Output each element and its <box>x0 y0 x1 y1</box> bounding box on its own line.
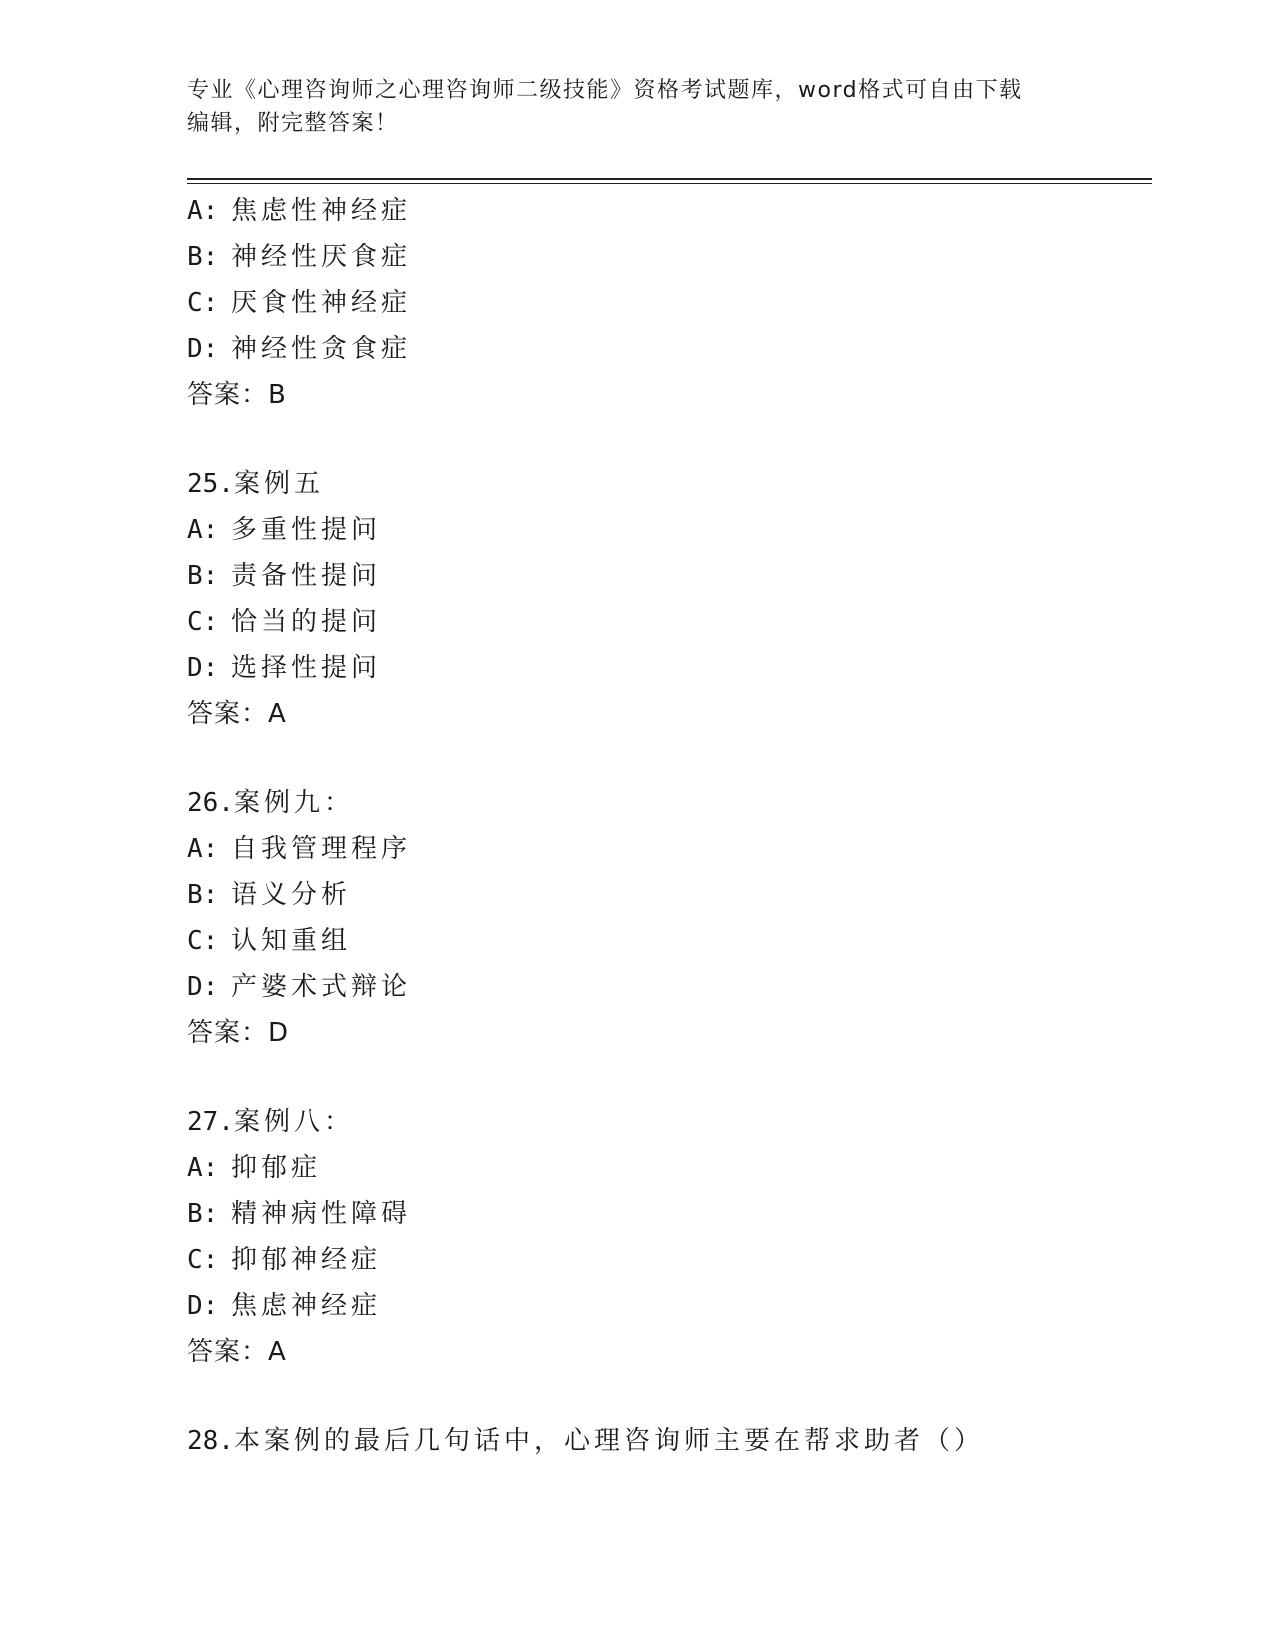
question-stem <box>187 1418 1147 1464</box>
option-letter: C: <box>187 607 219 637</box>
option-text: 认知重组 <box>231 926 352 956</box>
option-letter: A: <box>187 1153 219 1183</box>
option-d <box>187 645 1147 691</box>
question-28 <box>187 1418 1147 1464</box>
option-letter: C: <box>187 1245 219 1275</box>
question-stem <box>187 1099 1147 1145</box>
option-text: 选择性提问 <box>231 653 382 683</box>
option-d <box>187 326 1147 372</box>
option-d <box>187 1283 1147 1329</box>
option-text: 焦虑性神经症 <box>231 196 412 226</box>
option-letter: B: <box>187 880 219 910</box>
question-list <box>187 188 1147 1464</box>
option-letter: B: <box>187 561 219 591</box>
question-text: 案例九： <box>233 788 354 818</box>
option-letter: D: <box>187 972 219 1002</box>
question-24 <box>187 188 1147 418</box>
option-a <box>187 1145 1147 1191</box>
option-letter: D: <box>187 653 219 683</box>
option-a <box>187 507 1147 553</box>
answer-line: 答案：B <box>187 380 287 410</box>
option-d <box>187 964 1147 1010</box>
question-26 <box>187 780 1147 1056</box>
option-c <box>187 599 1147 645</box>
option-text: 语义分析 <box>231 880 352 910</box>
option-b <box>187 234 1147 280</box>
option-letter: A: <box>187 196 219 226</box>
question-text: 案例八： <box>233 1107 354 1137</box>
option-letter: A: <box>187 834 219 864</box>
answer-line: 答案：A <box>187 1337 287 1367</box>
question-number: 26. <box>187 788 234 818</box>
option-text: 神经性厌食症 <box>231 242 412 272</box>
question-stem <box>187 461 1147 507</box>
question-text: 案例五 <box>233 469 324 499</box>
question-number: 25. <box>187 469 234 499</box>
option-text: 多重性提问 <box>231 515 382 545</box>
question-stem <box>187 780 1147 826</box>
option-letter: B: <box>187 242 219 272</box>
option-b <box>187 553 1147 599</box>
option-letter: A: <box>187 515 219 545</box>
answer-line: 答案：A <box>187 699 287 729</box>
option-c <box>187 1237 1147 1283</box>
option-text: 抑郁症 <box>231 1153 322 1183</box>
option-letter: B: <box>187 1199 219 1229</box>
answer-line: 答案：D <box>187 1018 290 1048</box>
option-c <box>187 280 1147 326</box>
option-text: 产婆术式辩论 <box>231 972 412 1002</box>
option-c <box>187 918 1147 964</box>
option-a <box>187 826 1147 872</box>
header-divider-thick <box>187 178 1152 180</box>
option-letter: C: <box>187 288 219 318</box>
header-line-1: 专业《心理咨询师之心理咨询师二级技能》资格考试题库，word格式可自由下载 <box>187 78 1023 103</box>
option-text: 精神病性障碍 <box>231 1199 412 1229</box>
option-text: 焦虑神经症 <box>231 1291 382 1321</box>
question-number: 27. <box>187 1107 234 1137</box>
option-text: 责备性提问 <box>231 561 382 591</box>
option-b <box>187 1191 1147 1237</box>
option-letter: D: <box>187 1291 219 1321</box>
question-25 <box>187 461 1147 737</box>
option-text: 抑郁神经症 <box>231 1245 382 1275</box>
option-a <box>187 188 1147 234</box>
question-number: 28. <box>187 1426 234 1456</box>
option-text: 厌食性神经症 <box>231 288 412 318</box>
header-line-2: 编辑，附完整答案！ <box>187 111 399 136</box>
question-27 <box>187 1099 1147 1375</box>
option-text: 神经性贪食症 <box>231 334 412 364</box>
option-text: 恰当的提问 <box>231 607 382 637</box>
option-b <box>187 872 1147 918</box>
document-header <box>187 74 1067 140</box>
option-letter: C: <box>187 926 219 956</box>
option-letter: D: <box>187 334 219 364</box>
header-divider-thin <box>187 183 1152 184</box>
question-text: 本案例的最后几句话中，心理咨询师主要在帮求助者（） <box>233 1426 984 1456</box>
option-text: 自我管理程序 <box>231 834 412 864</box>
